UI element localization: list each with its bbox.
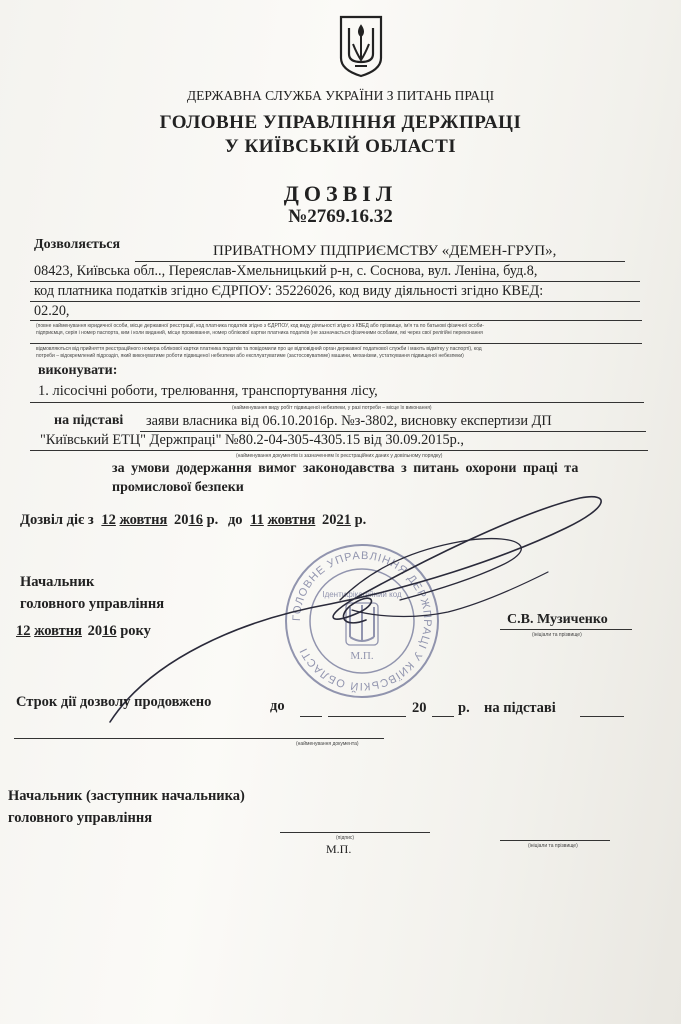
signatory-date-year-prefix: 20	[87, 623, 103, 639]
work-label: виконувати:	[38, 363, 118, 378]
validity-to-day: 11	[250, 512, 264, 528]
signatory-date-day: 12	[16, 623, 31, 639]
stamp-ring-text: ГОЛОВНЕ УПРАВЛІННЯ ДЕРЖПРАЦІ У КИЇВСЬКІЙ ОБЛАСТІ	[290, 549, 434, 693]
grantee-address: 08423, Київська обл.., Переяслав-Хмельницький р-н, с. Соснова, вул. Леніна, буд.8,	[34, 263, 538, 279]
footer-signature-hint: (підпис)	[336, 835, 355, 841]
extension-basis-label: на підставі	[484, 700, 556, 716]
stamp-mp: М.П.	[350, 650, 374, 662]
grantee-name: ПРИВАТНОМУ ПІДПРИЄМСТВУ «ДЕМЕН-ГРУП»,	[213, 243, 557, 259]
grantee-label: Дозволяється	[34, 237, 121, 252]
grantee-hint-2: підприємця, серія і номер паспорта, ким і коли виданий, місце проживання, номер облікової картки платника податків (не зазначається фізичними особами, які через свої релігійні переконання	[36, 330, 483, 336]
signatory-title-line2: головного управління	[20, 596, 165, 612]
signatory-date-word: року	[120, 623, 151, 639]
footer-title-line1: Начальник (заступник начальника)	[8, 788, 245, 804]
grantee-hint-1: (повне найменування юридичної особи, місце державної реєстрації, код платника податків згідно з ЄДРПОУ, код виду діяльності згідно з КВЕД або прізвище, ім'я та по батькові фізичної особи-	[36, 323, 484, 329]
grantee-hint-4: потреби – відокремлений підрозділ, який виконуватиме роботи підвищеної небезпеки або експлуатуватиме (застосовуватиме) машини, механізми, устаткування підвищеної небезпеки)	[36, 353, 464, 359]
stamp-inner-text: Ідентифікаційний код	[322, 590, 402, 599]
validity-prefix: Дозвіл діє з	[20, 512, 94, 528]
grantee-codes: код платника податків згідно ЄДРПОУ: 35226026, код виду діяльності згідно КВЕД:	[34, 283, 544, 299]
agency-name: ДЕРЖАВНА СЛУЖБА УКРАЇНИ З ПИТАНЬ ПРАЦІ	[186, 88, 495, 103]
document-type: ДОЗВІЛ	[283, 181, 398, 206]
grantee-kved: 02.20,	[34, 303, 70, 319]
validity-to-month: жовтня	[267, 512, 316, 528]
validity-to-word: до	[227, 512, 243, 528]
condition-line2: промислової безпеки	[112, 480, 244, 495]
footer-title-line2: головного управління	[8, 810, 153, 826]
basis-line2: "Київський ЕТЦ" Держпраці" №80.2-04-305-4305.15 від 30.09.2015р.,	[40, 432, 464, 448]
basis-label: на підставі	[54, 413, 124, 428]
office-name-line2: У КИЇВСЬКІЙ ОБЛАСТІ	[224, 136, 457, 157]
validity-from-day: 12	[101, 512, 116, 528]
basis-hint: (найменування документів із зазначенням їх реєстраційних даних у довільному порядку)	[236, 453, 443, 459]
document-number: №2769.16.32	[288, 206, 393, 227]
work-item: 1. лісосічні роботи, трелювання, транспортування лісу,	[38, 383, 378, 399]
work-hint: (найменування виду робіт підвищеної небезпеки, у разі потреби – місце їх виконання)	[232, 405, 432, 411]
condition-line1: за умови додержання вимог законодавства з питань охорони праці та	[112, 461, 579, 476]
validity-from-month: жовтня	[119, 512, 168, 528]
footer-name-hint: (ініціали та прізвище)	[528, 843, 578, 849]
validity-to-year-suffix: 21	[336, 512, 351, 528]
extension-text: Строк дії дозволу продовжено	[16, 694, 212, 710]
validity-from-year-prefix: 20	[173, 512, 189, 528]
signatory-date-month: жовтня	[34, 623, 82, 639]
validity-year-word: р.	[206, 512, 219, 528]
signatory-title-line1: Начальник	[20, 574, 95, 590]
validity-to-year-prefix: 20	[321, 512, 337, 528]
signatory-name: С.В. Музиченко	[507, 612, 608, 627]
validity-from-year-suffix: 16	[188, 512, 203, 528]
basis-line1: заяви власника від 06.10.2016р. №з-3802, висновку експертизи ДП	[146, 413, 552, 429]
signatory-date-year-suffix: 16	[102, 623, 117, 639]
extension-year-word: р.	[458, 700, 470, 716]
signatory-name-hint: (ініціали та прізвище)	[532, 632, 582, 638]
footer-mp: М.П.	[326, 842, 352, 856]
office-name-line1: ГОЛОВНЕ УПРАВЛІННЯ ДЕРЖПРАЦІ	[159, 112, 522, 133]
extension-to-word: до	[270, 698, 285, 714]
grantee-hint-3: відмовляються від прийняття реєстраційного номера облікової картки платника податків та повідомили про це відповідний орган державної податкової служби і мають відмітку у паспорті), код	[36, 346, 482, 352]
extension-hint: (найменування документа)	[296, 741, 359, 747]
extension-year-prefix: 20	[412, 700, 427, 716]
validity-end: р.	[354, 512, 367, 528]
